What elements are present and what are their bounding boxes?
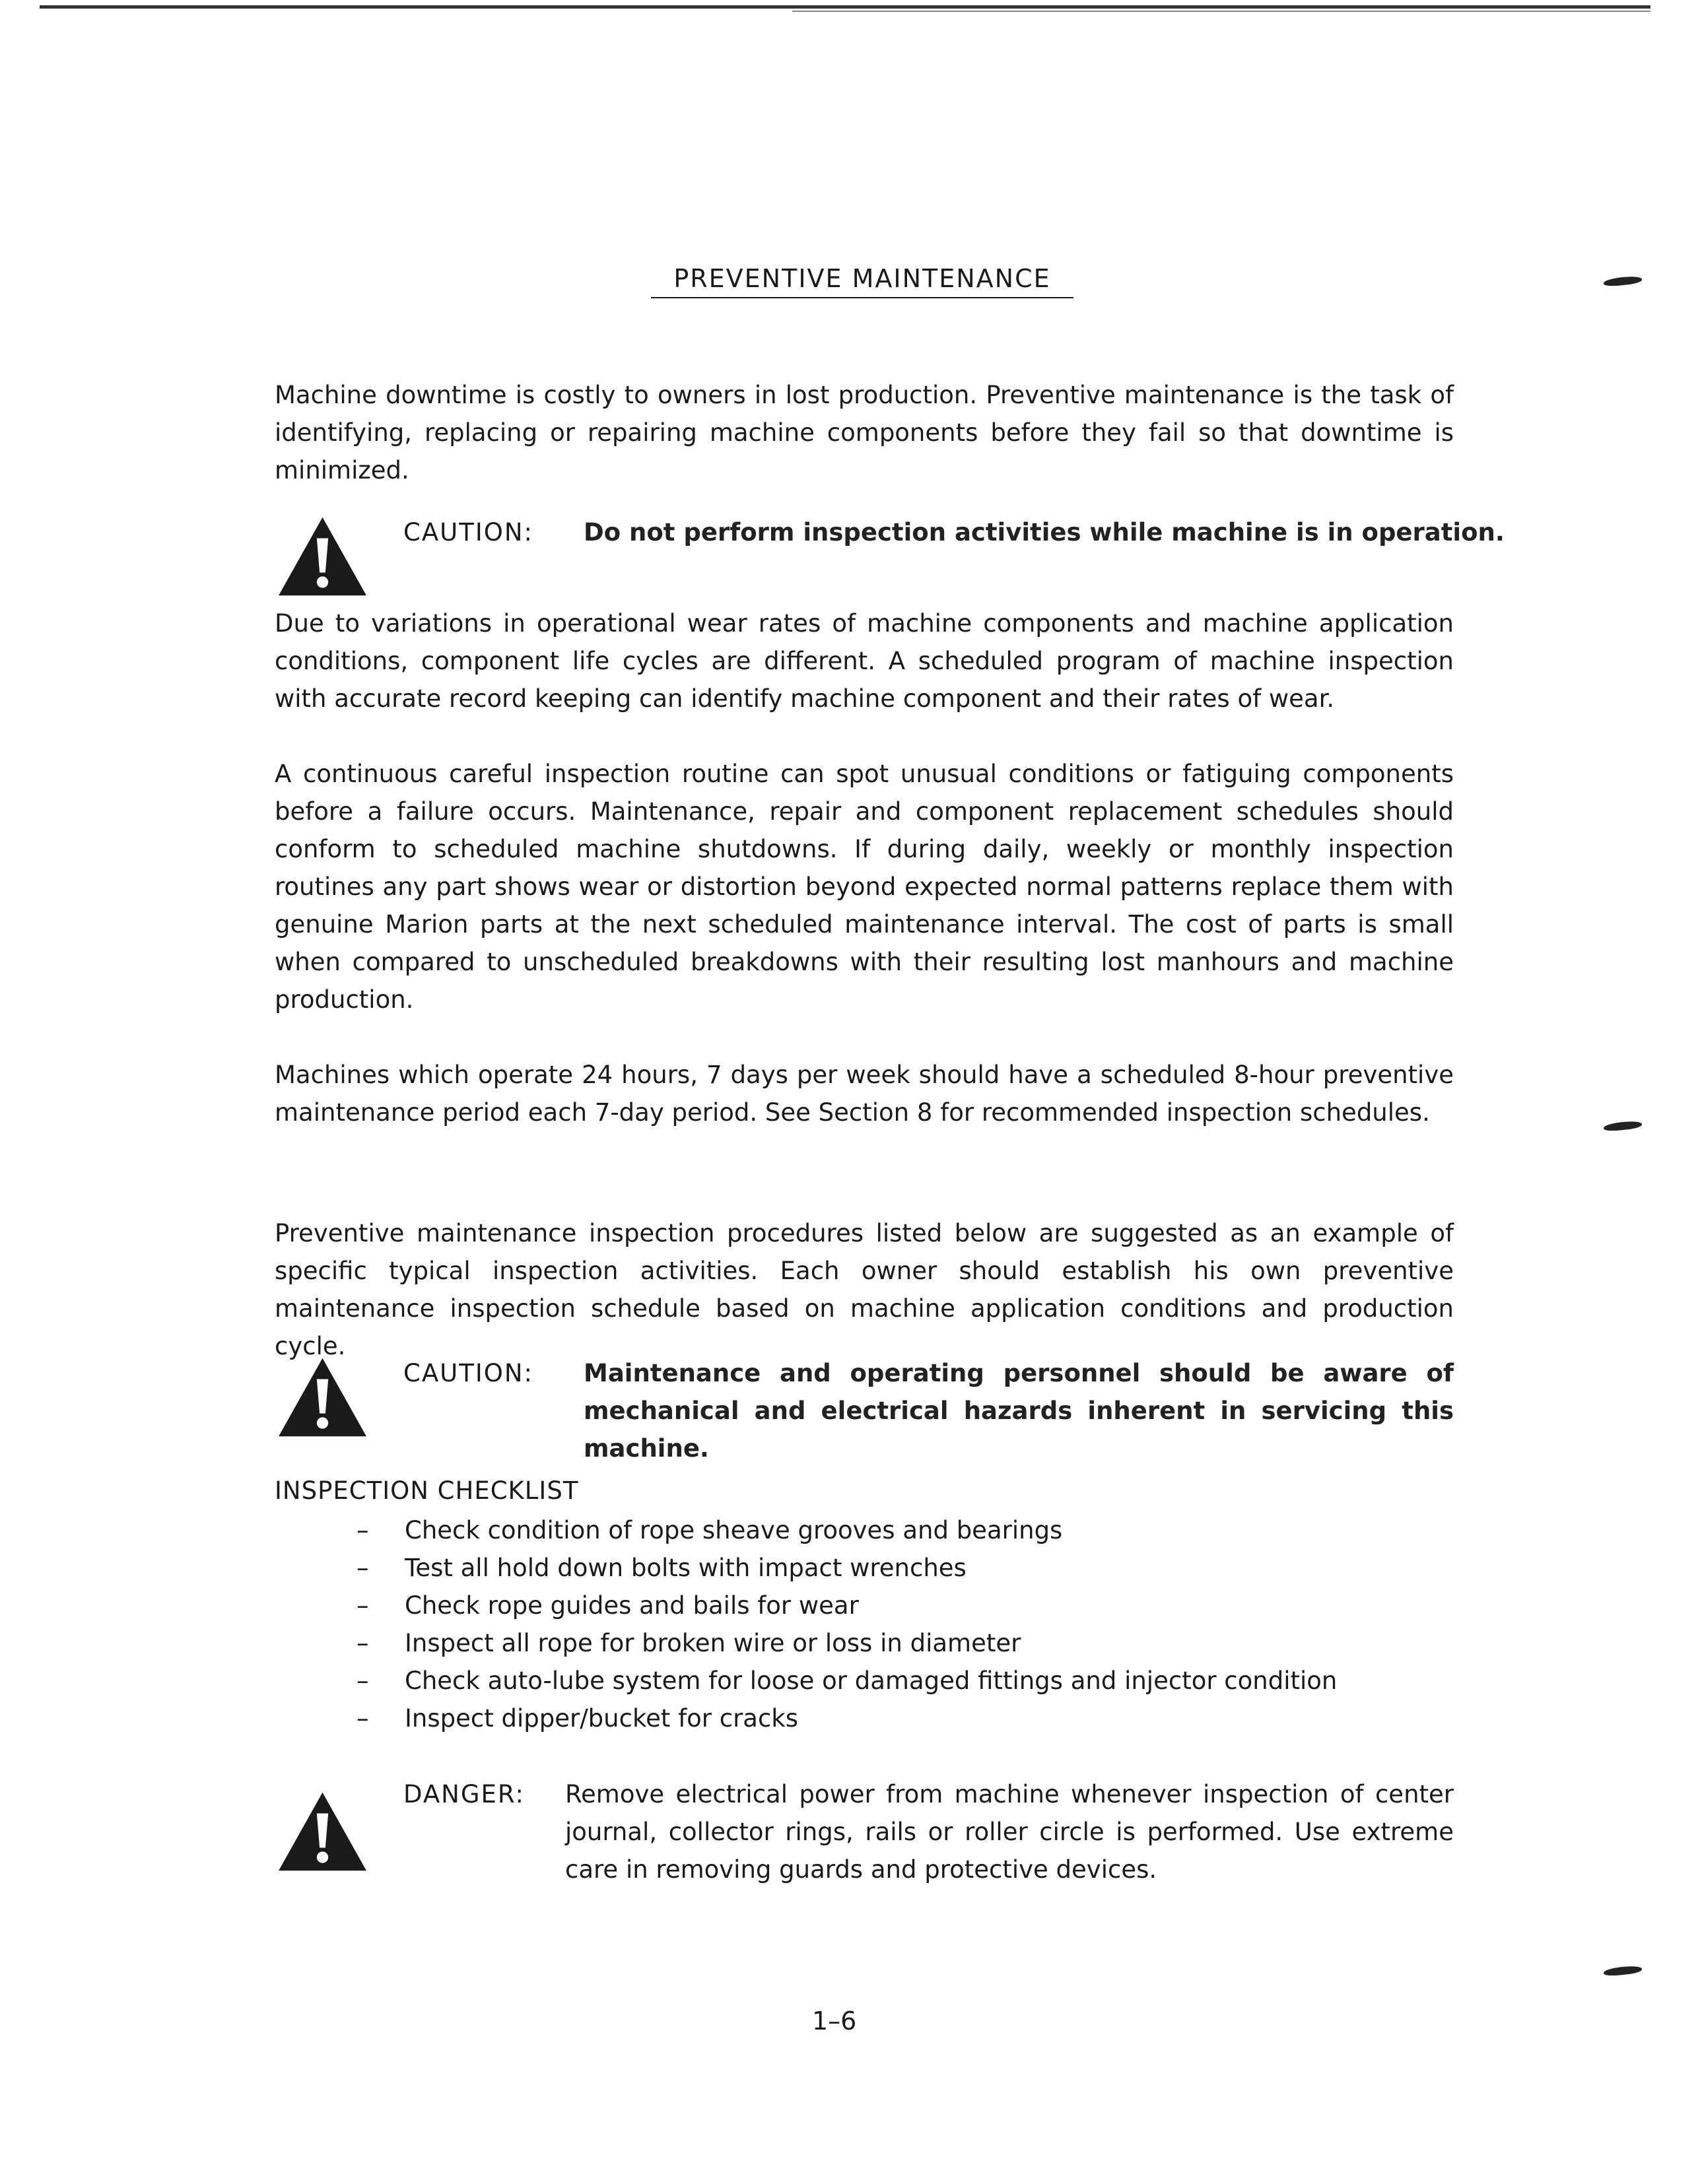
caution-label: CAUTION: (403, 518, 534, 546)
checklist-item (357, 1624, 1413, 1662)
dash-bullet: – (357, 1591, 369, 1620)
caution-notice-1 (275, 513, 1505, 606)
checklist-item (357, 1662, 1413, 1700)
scan-top-rule-secondary (792, 11, 1650, 12)
caution-text: Maintenance and operating personnel should be aware of mechanical and electrical hazards inherent in servicing this machine. (584, 1359, 1454, 1463)
checklist-item-text: Inspect all rope for broken wire or loss in diameter (405, 1629, 1021, 1657)
page-number: 1–6 (812, 2006, 857, 2035)
binder-mark (1604, 1120, 1643, 1132)
intro-paragraph: Machine downtime is costly to owners in lost production. Preventive maintenance is the task of identifying, replacing or repairing machine components before they fail so that downtime is minimized. (275, 381, 1454, 484)
scan-top-rule (40, 5, 1650, 9)
danger-text: Remove electrical power from machine whenever inspection of center journal, collector rings, rails or roller circle is performed. Use extreme care in removing guards and protective devices. (565, 1780, 1454, 1884)
danger-label: DANGER: (403, 1780, 525, 1808)
checklist-item (357, 1549, 1413, 1587)
inspection-checklist (357, 1511, 1413, 1737)
binder-mark (1604, 275, 1643, 287)
checklist-item-text: Check condition of rope sheave grooves and bearings (405, 1516, 1063, 1544)
caution-notice-2 (275, 1354, 1454, 1463)
dash-bullet: – (357, 1554, 369, 1582)
checklist-item-text: Inspect dipper/bucket for cracks (405, 1704, 799, 1733)
warning-triangle-icon (275, 1354, 370, 1440)
paragraph-inspection-routine: A continuous careful inspection routine can spot unusual conditions or fatiguing components before a failure occurs. Maintenance, repair and component replacement schedules should conform to scheduled machine shutdowns. If during daily, weekly or monthly inspection routines any part shows wear or distortion beyond expected normal patterns replace them with genuine Marion parts at the next scheduled maintenance interval. The cost of parts is small when compared to unscheduled breakdowns with their resulting lost manhours and machine production. (275, 760, 1454, 1014)
binder-mark (1604, 1965, 1643, 1977)
danger-notice (275, 1775, 1454, 1901)
dash-bullet: – (357, 1516, 369, 1544)
dash-bullet: – (357, 1704, 369, 1733)
paragraph-wear-rates: Due to variations in operational wear rates of machine components and machine application conditions, component life cycles are different. A scheduled program of machine inspection with accurate record keeping can identify machine component and their rates of wear. (275, 609, 1454, 713)
paragraph-procedures: Preventive maintenance inspection procedures listed below are suggested as an example of specific typical inspection activities. Each owner should establish his own preventive maintenance inspection schedule based on machine application conditions and production cycle. (275, 1219, 1454, 1360)
checklist-item-text: Check rope guides and bails for wear (405, 1591, 859, 1620)
warning-triangle-icon (275, 1789, 370, 1874)
page-title: PREVENTIVE MAINTENANCE (651, 264, 1073, 298)
dash-bullet: – (357, 1667, 369, 1695)
checklist-item (357, 1587, 1413, 1624)
caution-text: Do not perform inspection activities while machine is in operation. (584, 518, 1505, 546)
warning-triangle-icon (275, 513, 370, 599)
checklist-item-text: Test all hold down bolts with impact wrenches (405, 1554, 967, 1582)
paragraph-schedule: Machines which operate 24 hours, 7 days per week should have a scheduled 8-hour preventive maintenance period each 7-day period. See Section 8 for recommended inspection schedules. (275, 1061, 1454, 1127)
checklist-heading: INSPECTION CHECKLIST (275, 1476, 579, 1505)
checklist-item (357, 1511, 1413, 1549)
checklist-item (357, 1700, 1413, 1737)
caution-label: CAUTION: (403, 1359, 534, 1387)
dash-bullet: – (357, 1629, 369, 1657)
checklist-item-text: Check auto-lube system for loose or damaged fittings and injector condition (405, 1667, 1338, 1695)
